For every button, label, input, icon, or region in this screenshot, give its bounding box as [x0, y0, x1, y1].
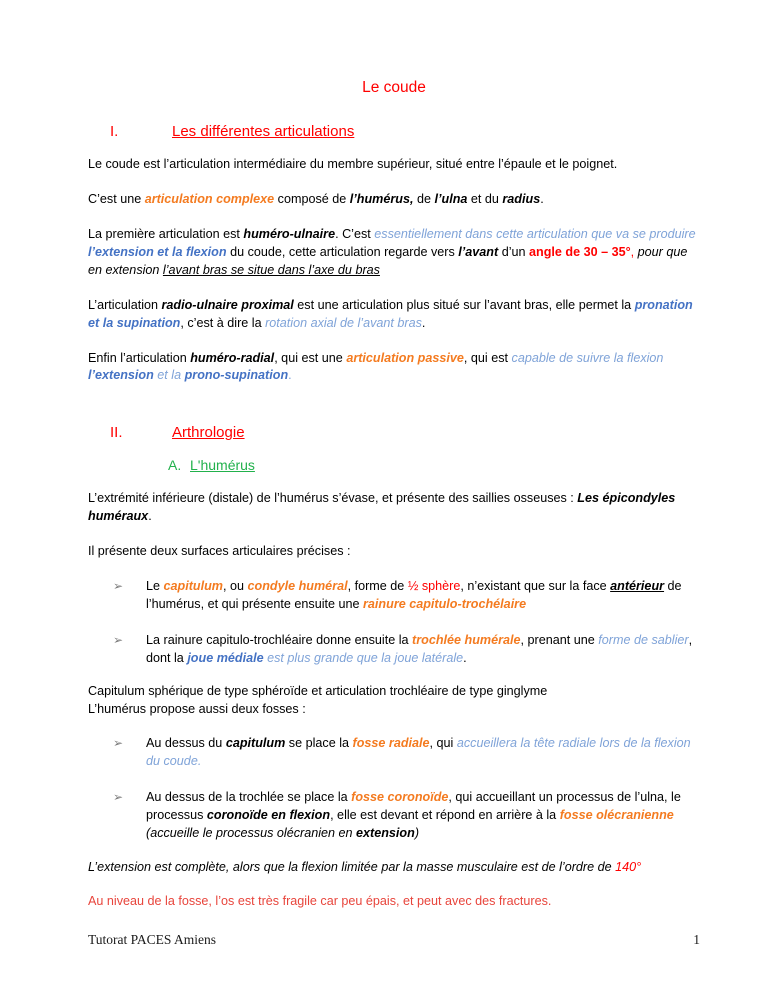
bullet-list-surfaces — [88, 578, 700, 668]
paragraph-intro — [88, 156, 700, 174]
paragraph-extension-flexion — [88, 859, 700, 877]
text-run: La rainure capitulo-trochléaire donne ensuite la — [146, 632, 413, 647]
text-run-emphasis: extension — [356, 825, 415, 840]
text-run-emphasis: capable de suivre la flexion — [511, 350, 664, 365]
text-run-emphasis: l’extension — [88, 368, 154, 383]
text-run: , elle est devant et répond en arrière à la — [330, 807, 560, 822]
section-number-2: II. — [110, 424, 123, 442]
text-run: Au niveau de la fosse, l’os est très fragile car peu épais, et peut avec des fractures. — [88, 894, 552, 909]
text-run: Capitulum sphérique de type sphéroïde et articulation trochléaire de type ginglyme — [88, 684, 548, 699]
text-run-emphasis: prono-supination — [184, 368, 289, 383]
text-run-emphasis: L’extension est complète, alors que la flexion limitée par la masse musculaire est de l’ordre de — [88, 859, 616, 874]
text-run-emphasis: capitulum — [225, 736, 286, 751]
footer-left-text: Tutorat PACES Amiens — [88, 932, 217, 947]
text-run-emphasis: coronoïde en flexion — [206, 807, 331, 822]
text-run: composé de — [274, 192, 350, 207]
text-run: du coude, cette articulation regarde vers — [226, 245, 459, 259]
text-run-emphasis: est plus grande que la joue latérale — [263, 650, 464, 665]
text-run: , n’existant que sur la face — [460, 578, 611, 593]
text-run-emphasis: angle de 30 – 35° — [529, 245, 631, 259]
text-run-emphasis: joue médiale — [187, 650, 264, 665]
text-run-emphasis: antérieur — [610, 578, 665, 593]
text-run-emphasis: radius — [502, 192, 541, 207]
subsection-heading-a — [88, 457, 700, 473]
text-run-emphasis: accueillera la tête radiale lors de la flexion du coude. — [146, 736, 691, 768]
text-run-emphasis: rainure capitulo-trochélaire — [363, 596, 527, 611]
text-run: . — [421, 315, 426, 330]
text-run-emphasis: huméro-ulnaire — [243, 227, 336, 242]
list-item — [88, 578, 700, 614]
text-run: Au dessus du — [146, 736, 226, 751]
paragraph-surfaces-intro — [88, 543, 700, 561]
text-run: , qui est une — [274, 350, 347, 365]
text-run: . C’est — [335, 227, 375, 242]
paragraph-composition — [88, 191, 700, 209]
section-number-1: I. — [110, 123, 119, 141]
text-run-emphasis: et la — [153, 368, 185, 383]
spacer — [88, 402, 700, 424]
text-run: Enfin l’articulation — [88, 350, 191, 365]
text-run: est une articulation plus situé sur l’avant bras, elle permet la — [293, 297, 635, 312]
list-item — [88, 632, 700, 668]
text-run-emphasis: essentiellement dans cette articulation que va se produire — [374, 227, 696, 242]
text-run: Il présente deux surfaces articulaires précises : — [88, 544, 351, 558]
text-run-emphasis: pour que en extension — [88, 245, 688, 277]
subsection-title-a: L'humérus — [190, 457, 255, 474]
footer-page-number: 1 — [693, 932, 700, 947]
text-run-emphasis: l’extension et la flexion — [88, 245, 227, 259]
text-run: L’humérus propose aussi deux fosses : — [88, 702, 306, 717]
text-run: , ou — [223, 578, 248, 593]
text-run-emphasis: forme de sablier — [598, 632, 689, 647]
text-run: C’est une — [88, 192, 145, 207]
text-run: . — [288, 368, 292, 383]
arrow-bullet-icon: ➢ — [113, 789, 124, 804]
text-run: de l’humérus, et qui présente ensuite une — [146, 578, 682, 611]
text-run: L’articulation — [88, 297, 162, 312]
text-run-emphasis: (accueille le processus olécranien en — [146, 825, 357, 840]
text-run: . — [540, 192, 544, 207]
text-run: , qui est — [463, 350, 512, 365]
text-run: , dont la — [146, 632, 693, 665]
text-run-emphasis: l’humérus, — [349, 192, 414, 207]
text-run-emphasis: l’avant bras se situe dans l’axe du bras — [162, 262, 380, 277]
text-run: d’un — [498, 245, 530, 259]
text-run-emphasis: ½ sphère — [407, 578, 461, 593]
bullet-list-fosses — [88, 735, 700, 842]
paragraph-humero-radial — [88, 350, 700, 386]
text-run: , qui — [429, 736, 457, 751]
paragraph-epicondyles — [88, 490, 700, 526]
text-run: , c’est à dire la — [180, 315, 266, 330]
text-run-emphasis: fosse radiale — [352, 736, 430, 751]
paragraph-humero-ulnaire — [88, 226, 700, 280]
text-run: , forme de — [347, 578, 408, 593]
arrow-bullet-icon: ➢ — [113, 578, 124, 593]
arrow-bullet-icon: ➢ — [113, 736, 124, 751]
list-item — [88, 735, 700, 771]
text-run: . — [463, 650, 467, 665]
text-run: Le coude est l’articulation intermédiaire du membre supérieur, situé entre l’épaule et le poignet. — [88, 157, 618, 172]
text-run-emphasis: radio-ulnaire proximal — [161, 297, 294, 312]
text-run: , prenant une — [520, 632, 599, 647]
text-run-emphasis: trochlée humérale — [412, 632, 521, 647]
text-run: , qui accueillant un processus de l’ulna, le processus — [146, 789, 681, 822]
text-run-emphasis: articulation passive — [346, 350, 464, 365]
text-run: de — [413, 192, 435, 207]
text-run: et du — [467, 192, 503, 207]
paragraph-ginglyme — [88, 683, 700, 719]
list-item — [88, 789, 700, 843]
text-run: . — [148, 509, 152, 524]
text-run: Le — [146, 578, 164, 593]
page-title: Le coude — [362, 79, 426, 96]
text-run: , — [630, 245, 638, 259]
text-run-emphasis: Les épicondyles huméraux — [88, 491, 676, 524]
text-run: Au dessus de la trochlée se place la — [146, 789, 352, 804]
section-title-1: Les différentes articulations — [172, 123, 355, 141]
paragraph-fragilite — [88, 893, 700, 911]
section-heading-2 — [88, 424, 700, 441]
text-run-emphasis: l’ulna — [434, 192, 468, 207]
section-heading-1 — [88, 123, 700, 140]
text-run: se place la — [285, 736, 353, 751]
section-title-2: Arthrologie — [172, 424, 245, 442]
page-footer — [88, 932, 700, 948]
text-run-emphasis: huméro-radial — [190, 350, 275, 365]
text-run-emphasis: articulation complexe — [144, 192, 275, 207]
text-run-emphasis: condyle huméral — [247, 578, 348, 593]
text-run-emphasis: rotation axial de l’avant bras — [265, 315, 422, 330]
subsection-number-a: A. — [168, 457, 182, 474]
text-run: La première articulation est — [88, 227, 244, 242]
paragraph-radio-ulnaire — [88, 297, 700, 333]
text-run: L’extrémité inférieure (distale) de l’humérus s’évase, et présente des saillies osseuses : — [88, 491, 578, 506]
text-run: ) — [414, 825, 420, 840]
text-run-emphasis: 140° — [615, 859, 642, 874]
text-run-emphasis: fosse coronoïde — [351, 789, 449, 804]
text-run-emphasis: fosse olécranienne — [559, 807, 674, 822]
text-run-emphasis: capitulum — [163, 578, 223, 593]
text-run-emphasis: pronation et la supination — [88, 297, 693, 330]
text-run-emphasis: l’avant — [458, 245, 499, 259]
arrow-bullet-icon: ➢ — [113, 632, 124, 647]
